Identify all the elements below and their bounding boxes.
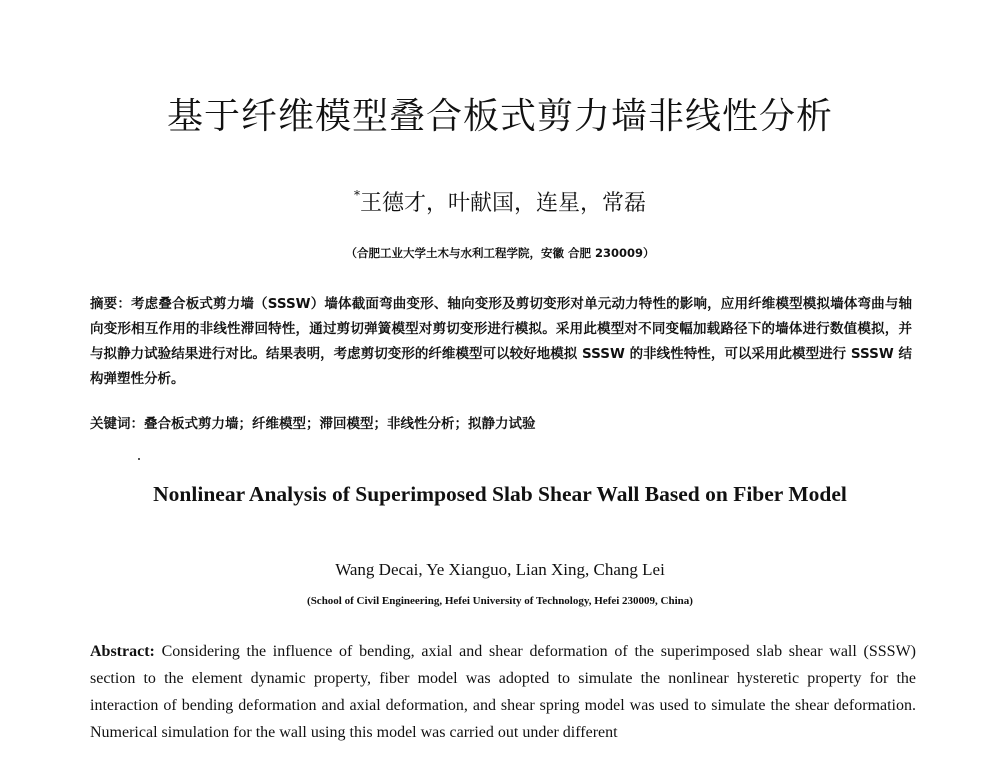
chinese-abstract bbox=[90, 292, 912, 392]
chinese-title: 基于纤维模型叠合板式剪力墙非线性分析 bbox=[166, 96, 833, 137]
chinese-keywords-text: 叠合板式剪力墙；纤维模型；滞回模型；非线性分析；拟静力试验 bbox=[144, 416, 536, 432]
chinese-keywords bbox=[90, 412, 912, 437]
english-abstract-text: Considering the influence of bending, axial and shear deformation of the superimposed slab shear wall (SSSW) section to the element dynamic property, fiber model was adopted to simulate the nonlinear hysteretic property for the interaction of bending deformation and axial deformation, and shear spring model was used to simulate the shear deformation. Numerical simulation for the wall using this model was carried out under different bbox=[90, 643, 916, 741]
english-abstract bbox=[90, 638, 916, 746]
english-authors: Wang Decai, Ye Xianguo, Lian Xing, Chang Lei bbox=[335, 560, 665, 579]
chinese-affiliation: （合肥工业大学土木与水利工程学院，安徽 合肥 230009） bbox=[345, 246, 655, 260]
english-title: Nonlinear Analysis of Superimposed Slab Shear Wall Based on Fiber Model bbox=[153, 482, 847, 506]
scan-speck bbox=[138, 458, 140, 460]
corresponding-author-mark: * bbox=[353, 188, 360, 202]
chinese-author-names: 王德才，叶献国，连星，常磊 bbox=[359, 191, 646, 216]
chinese-authors bbox=[0, 186, 1000, 217]
chinese-keywords-label: 关键词： bbox=[90, 416, 144, 432]
english-affiliation: (School of Civil Engineering, Hefei University of Technology, Hefei 230009, China) bbox=[307, 595, 693, 607]
chinese-abstract-text: 考虑叠合板式剪力墙（SSSW）墙体截面弯曲变形、轴向变形及剪切变形对单元动力特性的影响，应用纤维模型模拟墙体弯曲与轴向变形相互作用的非线性滞回特性，通过剪切弹簧模型对剪切变形进行模拟。采用此模型对不同变幅加载路径下的墙体进行数值模拟，并与拟静力试验结果进行对比。结果表明，考虑剪切变形的纤维模型可以较好地模拟 SSSW 的非线性特性，可以采用此模型进行 SSSW 结构弹塑性分析。 bbox=[90, 296, 912, 387]
chinese-abstract-label: 摘要： bbox=[90, 296, 132, 312]
english-abstract-label: Abstract: bbox=[90, 643, 155, 660]
